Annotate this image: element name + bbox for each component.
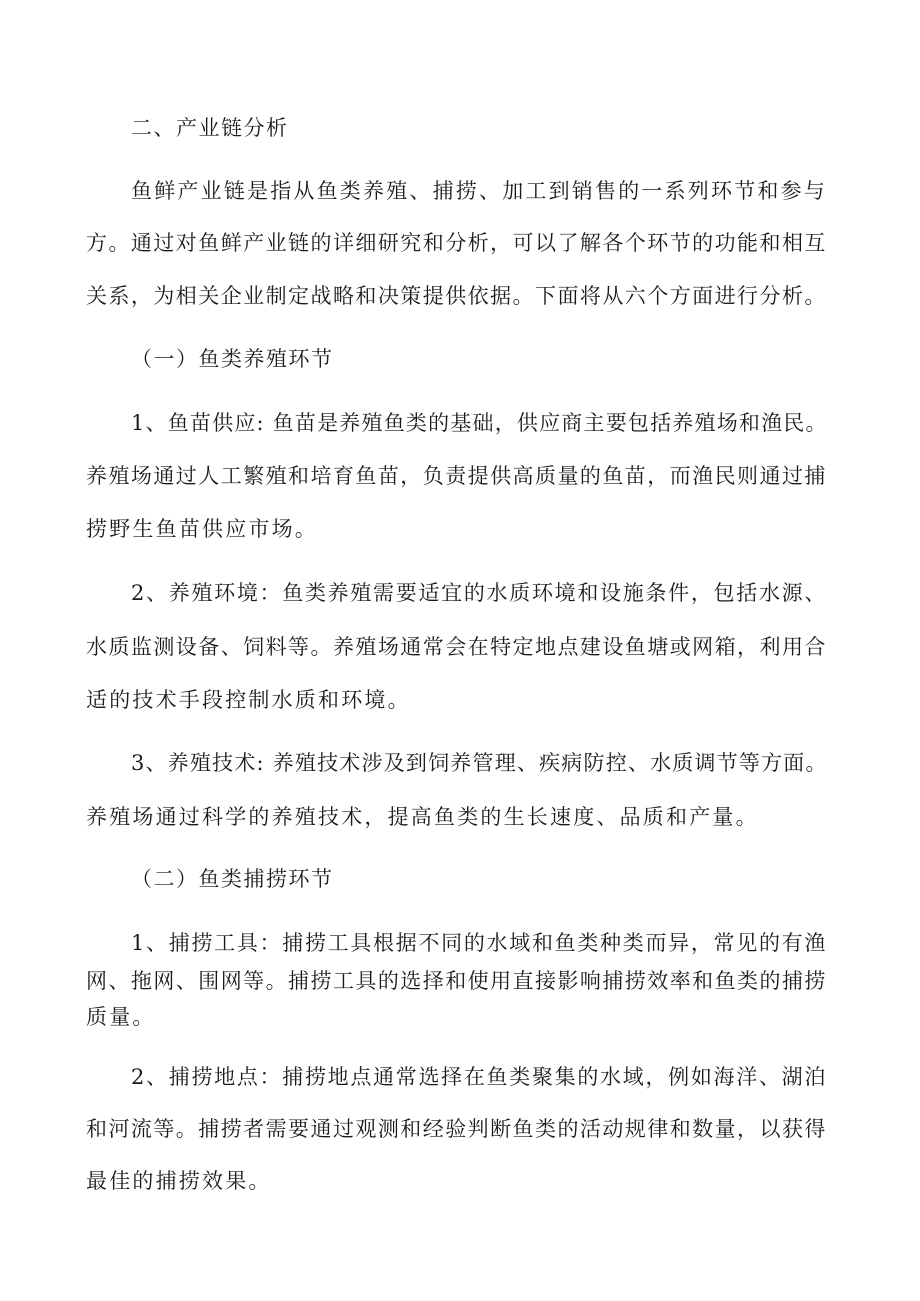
subsection-title-2: （二）鱼类捕捞环节 (131, 867, 334, 891)
sub1-p1-line-3: 捞野生鱼苗供应市场。 (86, 517, 318, 541)
intro-line-2: 方。通过对鱼鲜产业链的详细研究和分析，可以了解各个环节的功能和相互 (86, 231, 827, 255)
sub2-p1-line-2: 网、拖网、围网等。捕捞工具的选择和使用直接影响捕捞效率和鱼类的捕捞 (86, 969, 827, 993)
sub2-p2-line-2: 和河流等。捕捞者需要通过观测和经验判断鱼类的活动规律和数量，以获得 (86, 1117, 827, 1141)
section-title: 二、产业链分析 (131, 116, 289, 140)
sub1-p1-line-2: 养殖场通过人工繁殖和培育鱼苗，负责提供高质量的鱼苗，而渔民则通过捕 (86, 464, 827, 488)
sub1-p3-line-1: 3、养殖技术: 养殖技术涉及到饲养管理、疾病防控、水质调节等方面。 (131, 751, 828, 775)
sub1-p2-line-3: 适的技术手段控制水质和环境。 (86, 688, 411, 712)
sub1-p2-line-1: 2、养殖环境：鱼类养殖需要适宜的水质环境和设施条件，包括水源、 (131, 581, 828, 605)
sub1-p2-line-2: 水质监测设备、饲料等。养殖场通常会在特定地点建设鱼塘或网箱，利用合 (86, 635, 827, 659)
sub2-p1-line-1: 1、捕捞工具：捕捞工具根据不同的水域和鱼类种类而异，常见的有渔 (131, 931, 828, 955)
sub2-p1-line-3: 质量。 (86, 1005, 156, 1029)
intro-line-1: 鱼鲜产业链是指从鱼类养殖、捕捞、加工到销售的一系列环节和参与 (131, 179, 827, 203)
subsection-title-1: （一）鱼类养殖环节 (131, 347, 334, 371)
sub2-p2-line-3: 最佳的捕捞效果。 (86, 1169, 272, 1193)
intro-line-3: 关系，为相关企业制定战略和决策提供依据。下面将从六个方面进行分析。 (86, 284, 827, 308)
sub1-p3-line-2: 养殖场通过科学的养殖技术，提高鱼类的生长速度、品质和产量。 (86, 805, 759, 829)
sub1-p1-line-1: 1、鱼苗供应: 鱼苗是养殖鱼类的基础，供应商主要包括养殖场和渔民。 (131, 411, 828, 435)
sub2-p2-line-1: 2、捕捞地点：捕捞地点通常选择在鱼类聚集的水域，例如海洋、湖泊 (131, 1065, 828, 1089)
